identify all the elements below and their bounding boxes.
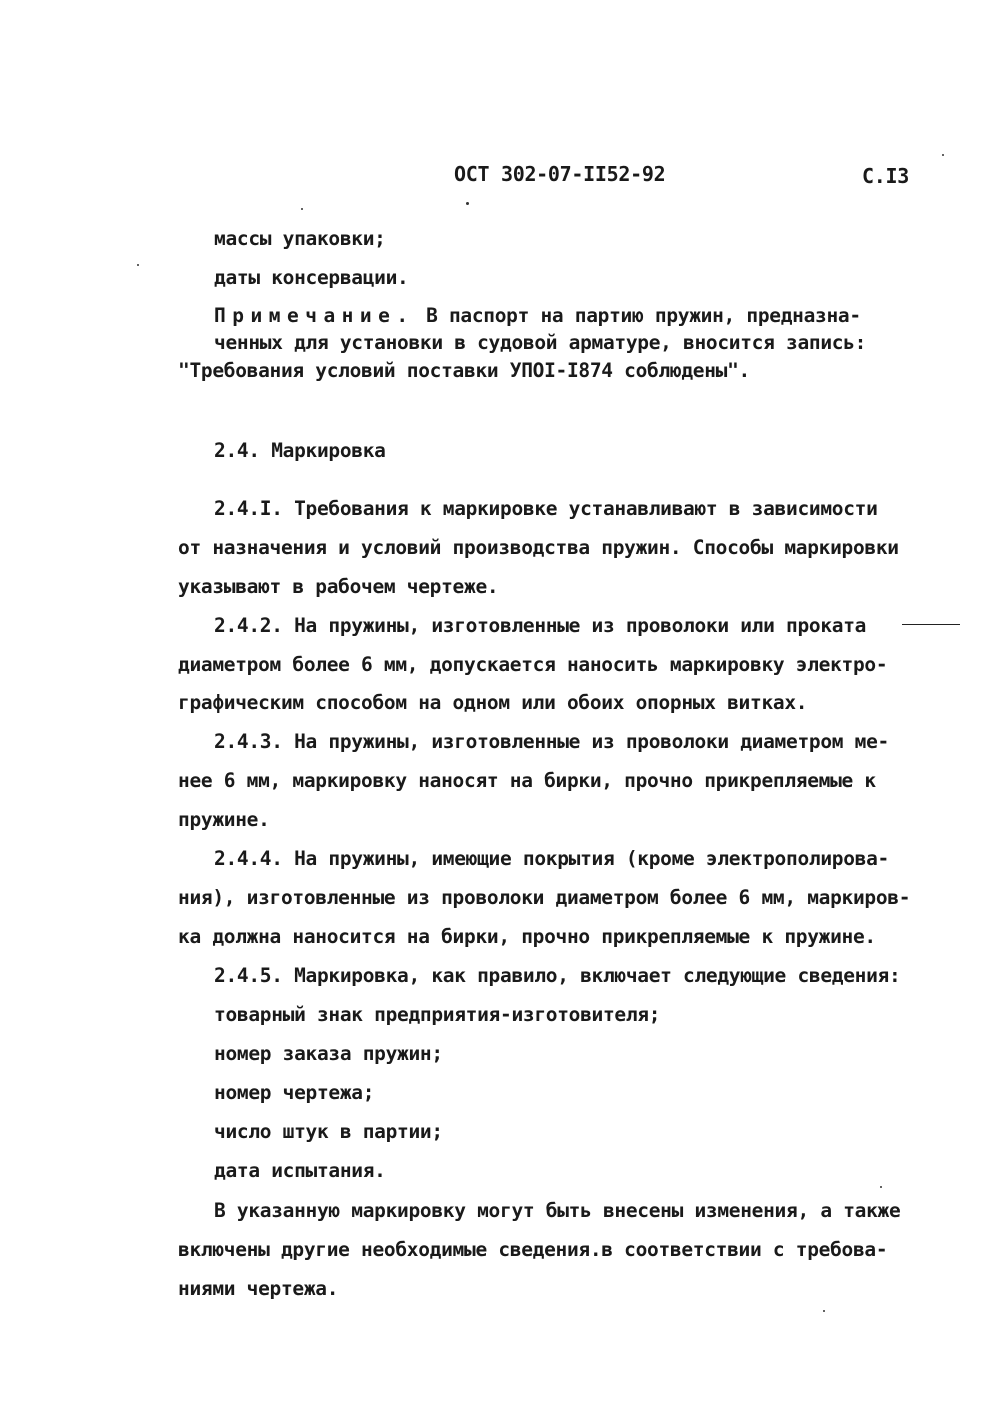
margin-rule bbox=[902, 624, 960, 625]
paragraph-line: 2.4.5. Маркировка, как правило, включает следующие сведения: bbox=[214, 964, 901, 987]
paragraph-line: ния), изготовленные из проволоки диаметром более 6 мм, маркиров- bbox=[178, 886, 911, 909]
marking-item: число штук в партии; bbox=[214, 1120, 443, 1143]
note-label: Примечание. bbox=[214, 304, 415, 327]
paragraph-line: указывают в рабочем чертеже. bbox=[178, 575, 499, 598]
paragraph-line: 2.4.2. На пружины, изготовленные из проволоки или проката bbox=[214, 614, 867, 637]
marking-item: номер чертежа; bbox=[214, 1081, 375, 1104]
list-item: массы упаковки; bbox=[214, 227, 386, 250]
section-title: 2.4. Маркировка bbox=[214, 439, 386, 462]
marking-item: номер заказа пружин; bbox=[214, 1042, 443, 1065]
paragraph-line: графическим способом на одном или обоих опорных витках. bbox=[178, 691, 808, 714]
note-line-2: ченных для установки в судовой арматуре, вносится запись: bbox=[214, 331, 867, 354]
paragraph-line: 2.4.I. Требования к маркировке устанавливают в зависимости bbox=[214, 497, 878, 520]
list-item: даты консервации. bbox=[214, 266, 409, 289]
paragraph-line: от назначения и условий производства пружин. Способы маркировки bbox=[178, 536, 899, 559]
paragraph-line: нее 6 мм, маркировку наносят на бирки, прочно прикрепляемые к bbox=[178, 769, 876, 792]
paragraph-line: ниями чертежа. bbox=[178, 1277, 339, 1300]
scan-speck bbox=[823, 1310, 825, 1312]
scan-speck bbox=[301, 208, 303, 210]
note-text: В паспорт на партию пружин, предназна- bbox=[414, 304, 861, 327]
scan-speck bbox=[880, 1186, 882, 1188]
paragraph-line: пружине. bbox=[178, 808, 270, 831]
marking-item: дата испытания. bbox=[214, 1159, 386, 1182]
paragraph-line: ка должна наносится на бирки, прочно прикрепляемые к пружине. bbox=[178, 925, 876, 948]
paragraph-line: диаметром более 6 мм, допускается наносить маркировку электро- bbox=[178, 653, 888, 676]
paragraph-line: В указанную маркировку могут быть внесены изменения, а также bbox=[214, 1199, 901, 1222]
paragraph-line: включены другие необходимые сведения.в соответствии с требова- bbox=[178, 1238, 888, 1261]
scan-speck bbox=[942, 154, 944, 156]
note-line-1 bbox=[214, 304, 861, 328]
note-line-3: "Требования условий поставки УПОI-I874 соблюдены". bbox=[178, 359, 751, 382]
marking-item: товарный знак предприятия-изготовителя; bbox=[214, 1003, 661, 1026]
scan-speck bbox=[137, 264, 139, 266]
paragraph-line: 2.4.3. На пружины, изготовленные из проволоки диаметром ме- bbox=[214, 730, 889, 753]
paragraph-line: 2.4.4. На пружины, имеющие покрытия (кроме электрополирова- bbox=[214, 847, 889, 870]
page-number: С.I3 bbox=[862, 164, 909, 188]
document-code: ОСТ 302-07-II52-92 bbox=[454, 162, 666, 186]
scan-speck bbox=[466, 202, 469, 205]
